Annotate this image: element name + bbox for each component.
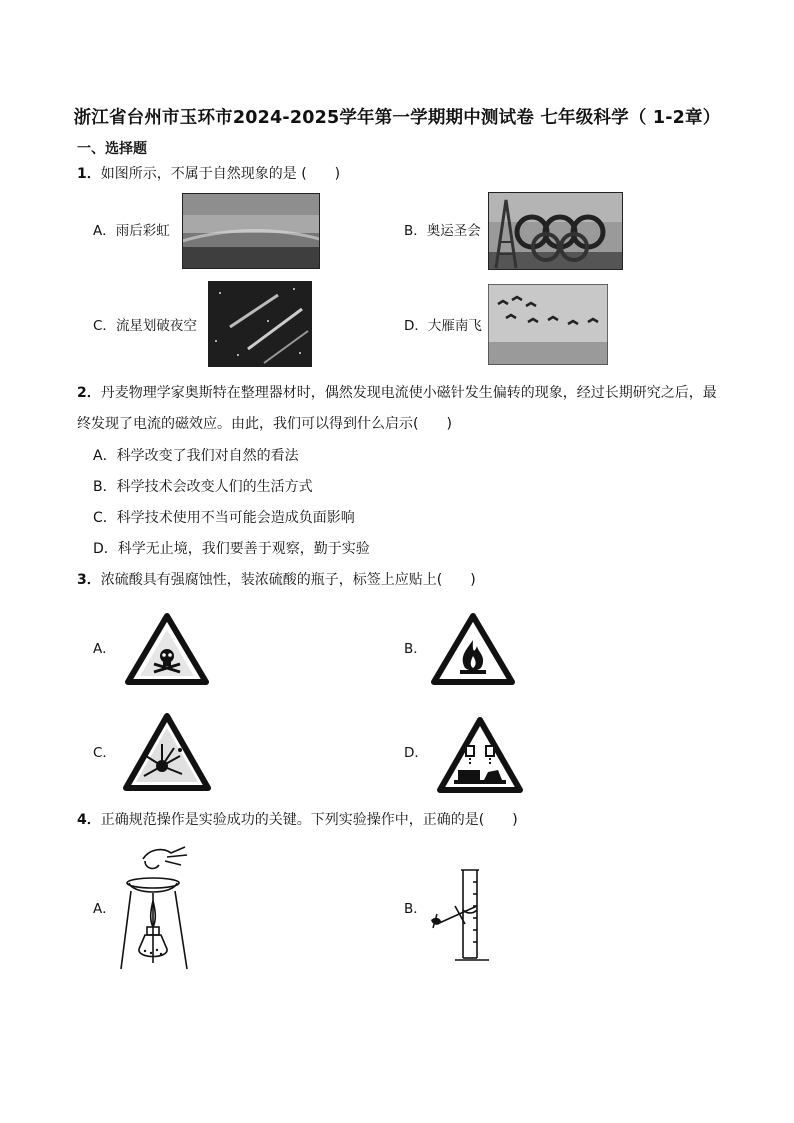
q1-option-a[interactable] xyxy=(93,221,170,241)
question-1-number: 1． xyxy=(77,166,101,182)
evaporating-dish-heating-figure xyxy=(115,843,195,973)
q2-option-a[interactable] xyxy=(93,446,299,466)
q3-option-b[interactable]: B． xyxy=(404,641,427,657)
q1-option-d[interactable] xyxy=(404,316,482,336)
question-3-text: 浓硫酸具有强腐蚀性，装浓硫酸的瓶子，标签上应贴上( ) xyxy=(100,572,476,588)
option-text: 雨后彩虹 xyxy=(115,223,170,239)
meteor-photo xyxy=(208,281,312,367)
q2-option-d[interactable] xyxy=(93,539,370,559)
question-4-number: 4． xyxy=(77,812,101,828)
q3-option-c[interactable]: C． xyxy=(93,745,116,761)
option-letter: C． xyxy=(93,510,117,526)
q2-option-c[interactable] xyxy=(93,508,355,528)
q2-option-b[interactable] xyxy=(93,477,313,497)
option-text: 科学无止境，我们要善于观察，勤于实验 xyxy=(117,541,370,557)
flammable-warning-icon xyxy=(430,612,516,686)
question-4 xyxy=(77,810,518,830)
section-heading: 一、选择题 xyxy=(77,141,147,157)
question-3 xyxy=(77,570,476,590)
q3-option-a[interactable]: A． xyxy=(93,641,116,657)
olympic-rings-photo xyxy=(488,192,623,270)
question-2 xyxy=(77,378,727,440)
question-1 xyxy=(77,164,340,184)
option-letter: D． xyxy=(404,318,428,334)
option-letter: C． xyxy=(93,318,116,334)
rainbow-photo xyxy=(182,193,320,269)
corrosive-warning-icon xyxy=(436,716,524,794)
option-letter: A． xyxy=(93,223,116,239)
q1-option-b[interactable] xyxy=(404,221,481,241)
question-4-text: 正确规范操作是实验成功的关键。下列实验操作中，正确的是( ) xyxy=(100,812,518,828)
q1-option-c[interactable] xyxy=(93,316,197,336)
question-2-text: 丹麦物理学家奥斯特在整理器材时，偶然发现电流使小磁针发生偏转的现象，经过长期研究之后，最终发现了电流的磁效应。由此，我们可以得到什么启示( ) xyxy=(77,385,717,432)
question-2-number: 2． xyxy=(77,385,101,401)
geese-photo xyxy=(488,284,608,365)
option-text: 科学技术使用不当可能会造成负面影响 xyxy=(116,510,355,526)
option-letter: D． xyxy=(93,541,118,557)
option-text: 科学改变了我们对自然的看法 xyxy=(116,448,299,464)
q3-option-d[interactable]: D． xyxy=(404,745,428,761)
explosive-warning-icon xyxy=(122,712,212,792)
option-text: 流星划破夜空 xyxy=(115,318,197,334)
graduated-cylinder-figure xyxy=(425,866,495,966)
option-letter: B． xyxy=(404,223,427,239)
page-title: 浙江省台州市玉环市2024-2025学年第一学期期中测试卷 七年级科学（ 1-2章） xyxy=(73,108,721,128)
option-text: 大雁南飞 xyxy=(427,318,482,334)
question-3-number: 3． xyxy=(77,572,101,588)
question-1-text: 如图所示，不属于自然现象的是 ( ) xyxy=(100,166,341,182)
toxic-warning-icon xyxy=(124,612,210,686)
option-text: 奥运圣会 xyxy=(426,223,481,239)
q4-option-a[interactable]: A． xyxy=(93,901,116,917)
option-letter: A． xyxy=(93,448,117,464)
option-letter: B． xyxy=(93,479,117,495)
option-text: 科学技术会改变人们的生活方式 xyxy=(116,479,313,495)
q4-option-b[interactable]: B． xyxy=(404,901,427,917)
